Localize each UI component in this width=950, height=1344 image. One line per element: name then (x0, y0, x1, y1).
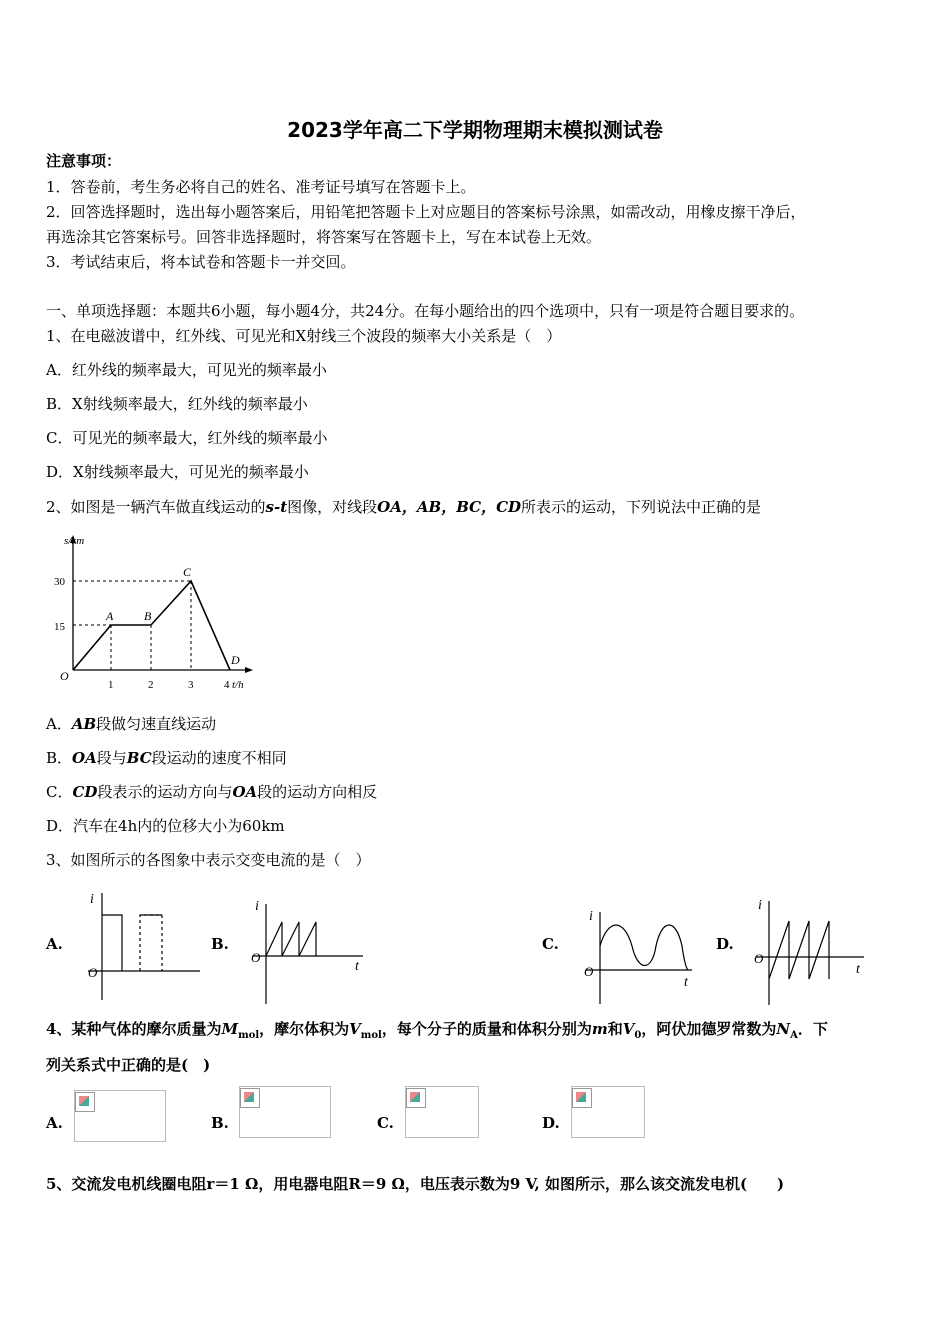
graph-xtick-1: 1 (108, 679, 114, 691)
svg-text:O: O (584, 964, 594, 979)
svg-text:O: O (251, 950, 261, 965)
graph-origin: O (60, 669, 69, 683)
q2-option-c: C．CD段表示的运动方向与OA段的运动方向相反 (46, 783, 378, 801)
q1-stem: 1、在电磁波谱中，红外线、可见光和X射线三个波段的频率大小关系是（ ） (46, 327, 562, 345)
graph-xtick-4: 4 (224, 679, 230, 691)
point-b: B (144, 609, 152, 623)
graph-xlabel: t/h (232, 679, 244, 691)
q3-graph-c (580, 900, 705, 1010)
q3-stem: 3、如图所示的各图象中表示交变电流的是（ ） (46, 851, 371, 869)
graph-ylabel: s/km (64, 535, 85, 547)
note-1: 1．答卷前，考生务必将自己的姓名、准考证号填写在答题卡上。 (46, 178, 476, 196)
q1-option-d: D．X射线频率最大，可见光的频率最小 (46, 463, 309, 481)
svg-text:t: t (856, 962, 860, 977)
svg-text:i: i (255, 899, 259, 914)
svg-text:i: i (589, 909, 593, 924)
notes-heading: 注意事项： (46, 152, 122, 170)
note-2a: 2．回答选择题时，选出每小题答案后，用铅笔把答题卡上对应题目的答案标号涂黑，如需改动，用橡皮擦干净后， (46, 203, 806, 221)
page-title: 2023学年高二下学期物理期末模拟测试卷 (287, 118, 663, 142)
q3-graph-a (80, 885, 205, 1005)
q1-option-c: C．可见光的频率最大，红外线的频率最小 (46, 429, 328, 447)
broken-image-icon (75, 1092, 95, 1112)
q3-graph-d (752, 895, 872, 1010)
q4-label-a: A. (46, 1114, 63, 1132)
q4-label-c: C. (377, 1114, 394, 1132)
q1-option-a: A．红外线的频率最大，可见光的频率最小 (46, 361, 327, 379)
svg-text:O: O (754, 951, 764, 966)
section-heading: 一、单项选择题：本题共6小题，每小题4分，共24分。在每小题给出的四个选项中，只有一项是符合题目要求的。 (46, 302, 805, 320)
svg-text:t: t (355, 959, 359, 974)
q2-option-d: D．汽车在4h内的位移大小为60km (46, 817, 285, 835)
broken-image-icon (572, 1088, 592, 1108)
st-graph (50, 528, 260, 698)
broken-image-icon (240, 1088, 260, 1108)
graph-xtick-2: 2 (148, 679, 154, 691)
q4-label-d: D. (542, 1114, 560, 1132)
note-2b: 再选涂其它答案标号。回答非选择题时，将答案写在答题卡上，写在本试卷上无效。 (46, 228, 602, 246)
q5-stem: 5、交流发电机线圈电阻r＝1 Ω，用电器电阻R＝9 Ω，电压表示数为9 V, 如图所示，那么该交流发电机( ) (46, 1175, 785, 1193)
svg-text:i: i (90, 892, 94, 907)
q3-label-b: B. (211, 935, 229, 953)
q4-stem-line1: 4、某种气体的摩尔质量为$M_{mol}$，摩尔体积为$V_{mol}$，每个分子的质量和体积分别为m和$V_0$，阿伏加德罗常数为$N_A$．下 (46, 1020, 828, 1041)
graph-ytick-30: 30 (54, 576, 65, 588)
graph-ytick-15: 15 (54, 621, 65, 633)
point-c: C (183, 565, 192, 579)
q1-option-b: B．X射线频率最大，红外线的频率最小 (46, 395, 308, 413)
svg-text:t: t (684, 975, 688, 990)
q2-option-b: B．OA段与BC段运动的速度不相同 (46, 749, 287, 767)
point-d: D (231, 653, 240, 667)
q4-stem-line2: 列关系式中正确的是( ) (46, 1056, 211, 1074)
graph-xtick-3: 3 (188, 679, 194, 691)
note-3: 3．考试结束后，将本试卷和答题卡一并交回。 (46, 253, 356, 271)
q3-label-a: A. (46, 935, 63, 953)
svg-text:O: O (88, 965, 98, 980)
svg-text:i: i (758, 898, 762, 913)
broken-image-icon (406, 1088, 426, 1108)
q4-label-b: B. (211, 1114, 229, 1132)
q2-stem: 2、如图是一辆汽车做直线运动的s-t图像，对线段OA，AB，BC，CD所表示的运动，下列说法中正确的是 (46, 498, 762, 516)
q3-graph-b (245, 892, 375, 1007)
q2-option-a: A．AB段做匀速直线运动 (46, 715, 217, 733)
q3-label-c: C. (542, 935, 559, 953)
point-a: A (106, 609, 114, 623)
q3-label-d: D. (716, 935, 734, 953)
